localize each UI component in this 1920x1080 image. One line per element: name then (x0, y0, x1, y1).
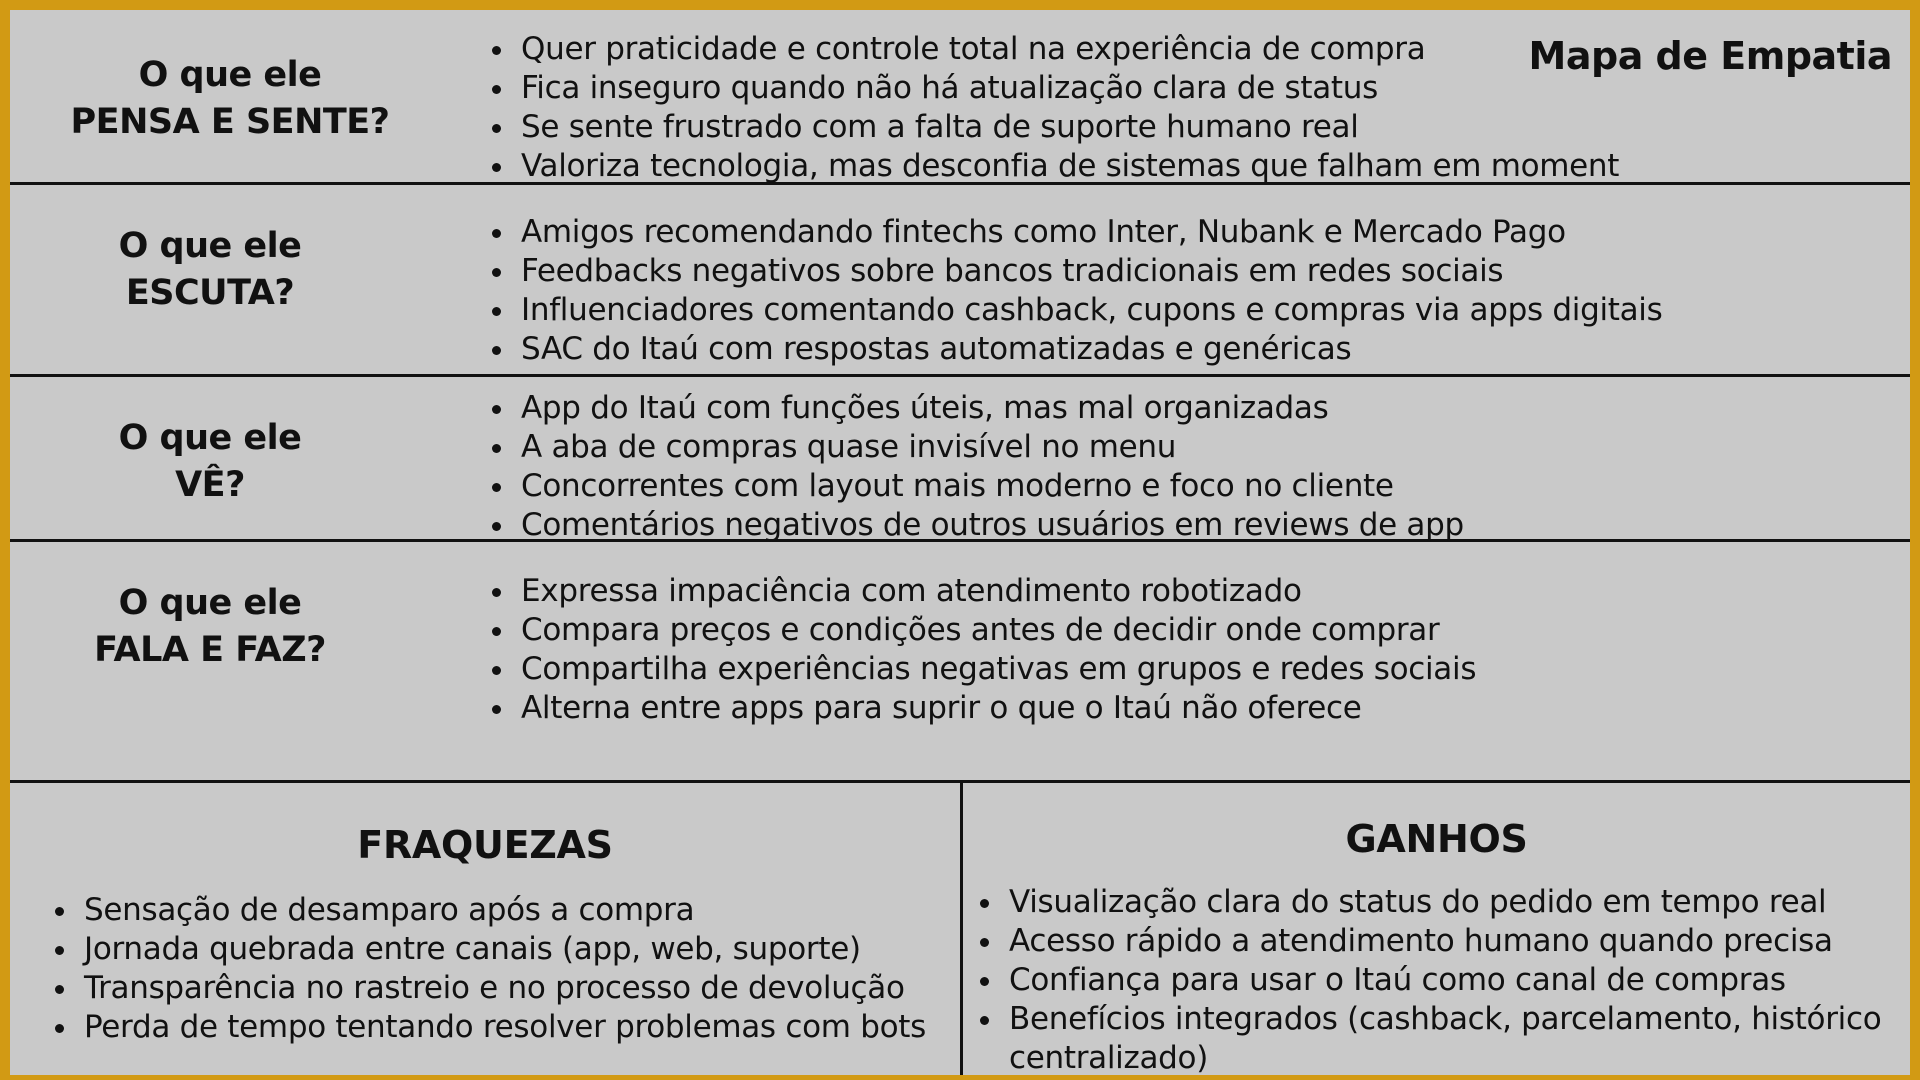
list-item: • A aba de compras quase invisível no menu (517, 428, 1464, 467)
section-pensa-sente (10, 10, 1910, 185)
list-item: • Compara preços e condições antes de decidir onde comprar (517, 611, 1476, 650)
section-item-list (487, 30, 1619, 186)
section-label-line2: FALA E FAZ? (94, 630, 326, 670)
list-item: • Feedbacks negativos sobre bancos tradicionais em redes sociais (517, 252, 1662, 291)
section-ve (10, 377, 1910, 542)
list-item: • Transparência no rastreio e no processo de devolução (80, 969, 980, 1008)
section-label-line2: ESCUTA? (125, 273, 295, 313)
bottom-panels (10, 783, 1910, 1075)
section-label (10, 415, 410, 509)
fraquezas-list (50, 891, 980, 1047)
list-item: • Confiança para usar o Itaú como canal de compras (1005, 961, 1920, 1000)
list-item: • Alterna entre apps para suprir o que o Itaú não oferece (517, 689, 1476, 728)
empathy-map-board (10, 10, 1910, 1075)
list-item: • App do Itaú com funções úteis, mas mal organizadas (517, 389, 1464, 428)
ganhos-panel (963, 783, 1910, 1075)
section-label-line2: PENSA E SENTE? (70, 102, 390, 142)
ganhos-heading: GANHOS (1345, 817, 1528, 861)
list-item: • Benefícios integrados (cashback, parcelamento, histórico centralizado) (1005, 1000, 1920, 1078)
section-label (10, 580, 410, 674)
ganhos-list (975, 883, 1920, 1078)
list-item: • Se sente frustrado com a falta de suporte humano real (517, 108, 1619, 147)
section-item-list (487, 389, 1464, 545)
list-item: • Comentários negativos de outros usuários em reviews de app (517, 506, 1464, 545)
list-item: • Sensação de desamparo após a compra (80, 891, 980, 930)
section-label-line1: O que ele (118, 418, 302, 458)
section-label-line1: O que ele (138, 55, 322, 95)
section-label (10, 223, 410, 317)
list-item: • Amigos recomendando fintechs como Inter, Nubank e Mercado Pago (517, 213, 1662, 252)
section-item-list (487, 213, 1662, 369)
list-item: • SAC do Itaú com respostas automatizadas e genéricas (517, 330, 1662, 369)
section-fala-faz (10, 542, 1910, 783)
fraquezas-heading: FRAQUEZAS (357, 823, 613, 867)
fraquezas-panel (10, 783, 960, 1075)
list-item: • Perda de tempo tentando resolver problemas com bots (80, 1008, 980, 1047)
list-item: • Valoriza tecnologia, mas desconfia de sistemas que falham em moment (517, 147, 1619, 186)
list-item: • Compartilha experiências negativas em grupos e redes sociais (517, 650, 1476, 689)
list-item: • Visualização clara do status do pedido em tempo real (1005, 883, 1920, 922)
section-item-list (487, 572, 1476, 728)
section-label-line1: O que ele (118, 583, 302, 623)
list-item: • Influenciadores comentando cashback, cupons e compras via apps digitais (517, 291, 1662, 330)
section-label-line2: VÊ? (175, 465, 245, 505)
list-item: • Expressa impaciência com atendimento robotizado (517, 572, 1476, 611)
list-item: • Acesso rápido a atendimento humano quando precisa (1005, 922, 1920, 961)
list-item: • Quer praticidade e controle total na experiência de compra (517, 30, 1619, 69)
section-escuta (10, 185, 1910, 377)
list-item: • Concorrentes com layout mais moderno e foco no cliente (517, 467, 1464, 506)
list-item: • Jornada quebrada entre canais (app, web, suporte) (80, 930, 980, 969)
page-title: Mapa de Empatia (1528, 34, 1892, 78)
section-label (10, 52, 450, 146)
section-label-line1: O que ele (118, 226, 302, 266)
list-item: • Fica inseguro quando não há atualização clara de status (517, 69, 1619, 108)
